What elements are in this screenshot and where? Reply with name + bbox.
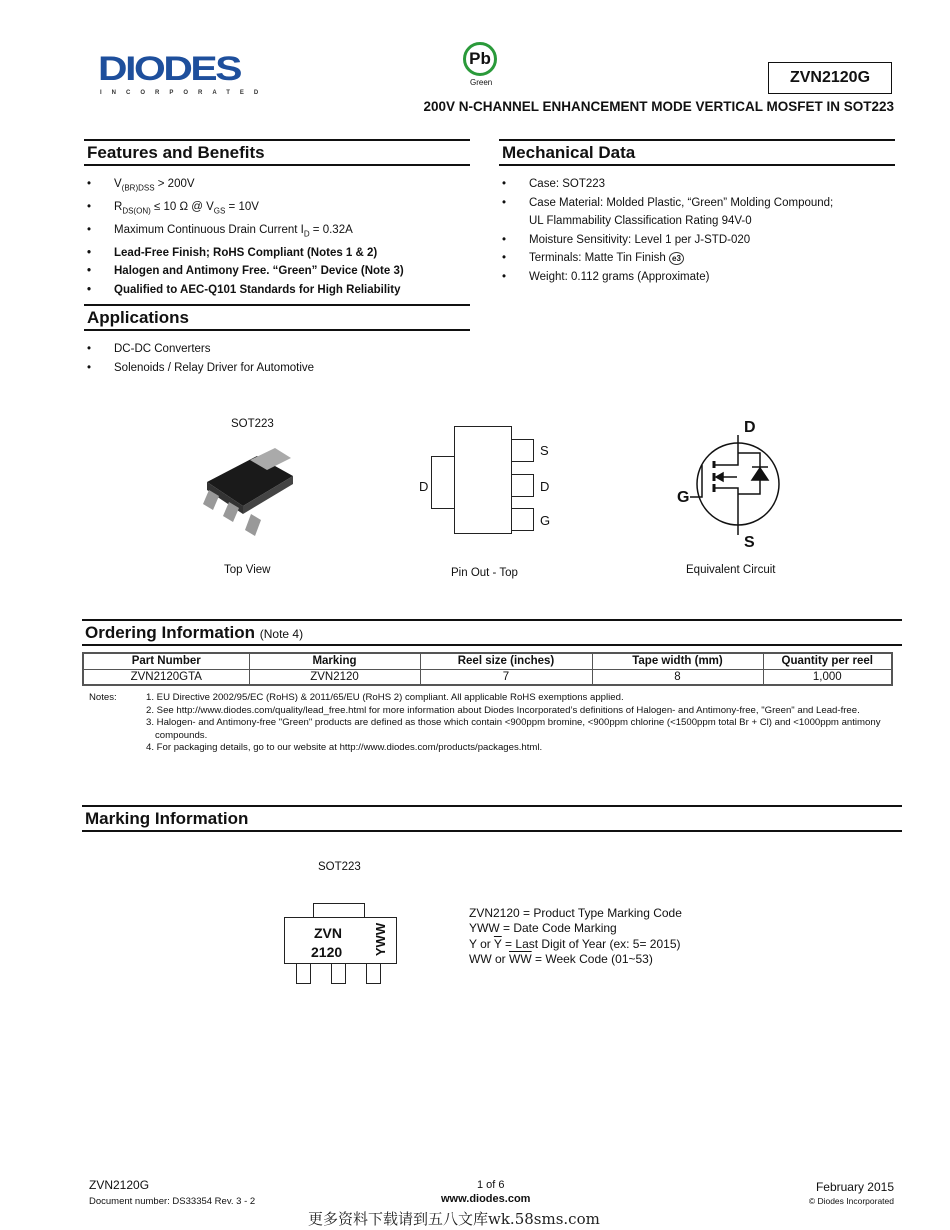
marking-tab: [313, 903, 365, 918]
legend-line: ZVN2120 = Product Type Marking Code: [469, 906, 682, 920]
table-cell: 8: [592, 669, 763, 685]
package-image: [195, 440, 305, 550]
mosfet-symbol: [690, 435, 790, 535]
green-label: Green: [470, 78, 493, 87]
notes-list: [146, 692, 891, 755]
note: 4. For packaging details, go to our website at http://www.diodes.com/products/packages.html.: [146, 742, 543, 753]
applications-heading: Applications: [84, 304, 470, 331]
table-cell: 1,000: [763, 669, 892, 685]
table-cell: ZVN2120: [249, 669, 420, 685]
features-list: [84, 175, 484, 299]
circuit-label-source: S: [744, 534, 755, 551]
text: Y or: [469, 936, 494, 951]
text: DS(ON): [122, 206, 151, 216]
footer-website[interactable]: www.diodes.com: [441, 1193, 531, 1205]
column-header: Part Number: [83, 653, 249, 669]
list-item: UL Flammability Classification Rating 94V-0: [529, 215, 752, 228]
watermark: 更多资料下载请到五八文库wk.58sms.com: [308, 1210, 600, 1228]
marking-legend: [469, 906, 682, 967]
pinout-caption: Pin Out - Top: [451, 567, 518, 579]
text: Ordering Information: [85, 623, 255, 642]
list-item: • Case: SOT223: [499, 175, 899, 194]
marking-line-1: ZVN: [314, 925, 342, 941]
list-item: • Moisture Sensitivity: Level 1 per J-STD-020: [499, 231, 899, 250]
pinout-pin-1: [511, 439, 534, 462]
table-row: [83, 669, 892, 685]
list-item: • Qualified to AEC-Q101 Standards for High Reliability: [84, 281, 484, 300]
lead-free-icon: Pb: [463, 42, 497, 76]
pinout-body: [454, 426, 512, 534]
legend-line: [469, 937, 682, 952]
marking-pin: [331, 962, 346, 984]
footer-copyright: © Diodes Incorporated: [808, 1196, 894, 1206]
text: $\overline{WW}$: [509, 951, 532, 966]
column-header: Marking: [249, 653, 420, 669]
circuit-caption: Equivalent Circuit: [686, 564, 776, 576]
column-header: Tape width (mm): [592, 653, 763, 669]
text: > 200V: [154, 178, 195, 190]
text: Terminals: Matte Tin Finish: [529, 252, 666, 265]
mechanical-list: [499, 175, 899, 287]
text: = 10V: [225, 200, 259, 213]
marking-line-2: 2120: [311, 944, 343, 960]
pinout-tab: [431, 456, 455, 509]
list-item: • Case Material: Molded Plastic, “Green” Molding Compound;: [499, 194, 899, 213]
mechanical-heading: Mechanical Data: [499, 139, 895, 166]
circuit-label-drain: D: [744, 419, 756, 436]
text: = Last Digit of Year (ex: 5= 2015): [501, 936, 681, 951]
text: WW or: [469, 951, 509, 966]
footer-page: 1 of 6: [477, 1179, 505, 1191]
text: = Week Code (01~53): [531, 951, 653, 966]
list-item: • Solenoids / Relay Driver for Automotive: [84, 359, 484, 378]
ordering-heading: [82, 619, 902, 646]
e3-icon: e3: [669, 252, 684, 265]
circuit-label-gate: G: [677, 489, 690, 506]
text: D: [303, 229, 310, 239]
pinout-pin-2: [511, 474, 534, 497]
list-item: [499, 249, 899, 268]
text: Maximum Continuous Drain Current I: [114, 223, 304, 236]
text: V: [114, 178, 122, 190]
ordering-table: [82, 652, 893, 686]
table-cell: 7: [420, 669, 592, 685]
table-header-row: [83, 653, 892, 669]
document-subtitle: 200V N-CHANNEL ENHANCEMENT MODE VERTICAL MOSFET IN SOT223: [423, 99, 894, 114]
legend-line: YWW = Date Code Marking: [469, 921, 617, 936]
note: 3. Halogen- and Antimony-free "Green" products are defined as those which contain <900ppm bromine, <900ppm chlorine (<1500ppm total Br + Cl) and <1000ppm antimony compounds.: [146, 717, 881, 741]
marking-heading: Marking Information: [82, 805, 902, 832]
text: (BR)DSS: [121, 183, 155, 193]
package-label: SOT223: [231, 418, 274, 430]
features-heading: Features and Benefits: [84, 139, 470, 166]
footer-part: ZVN2120G: [89, 1178, 150, 1192]
pin-label-3: G: [540, 513, 551, 528]
logo-subtitle: INCORPORATED: [100, 90, 269, 96]
marking-pin: [366, 962, 381, 984]
pinout-pin-3: [511, 508, 534, 531]
note: 2. See http://www.diodes.com/quality/lead_free.html for more information about Diodes Incorporated’s definitions of Halogen- and Antimony-free, "Green" and Lead-free.: [146, 704, 860, 716]
text: GS: [213, 206, 226, 216]
list-item: • Halogen and Antimony Free. “Green” Device (Note 3): [84, 262, 484, 281]
text: (Note 4): [259, 627, 304, 641]
marking-date-code: YWW: [373, 922, 389, 957]
marking-pin: [296, 962, 311, 984]
diodes-logo: DIODES: [98, 50, 241, 88]
text: R: [114, 200, 123, 213]
list-item: [84, 221, 484, 244]
notes-label: Notes:: [89, 692, 117, 703]
list-item: • DC-DC Converters: [84, 340, 484, 359]
marking-package-label: SOT223: [318, 861, 361, 873]
pin-label-1: S: [540, 443, 549, 458]
footer-date: February 2015: [815, 1180, 894, 1194]
pin-label-tab: D: [419, 479, 429, 494]
text: $\overline{Y}$: [493, 936, 502, 951]
pin-label-2: D: [540, 479, 550, 494]
list-item: [84, 175, 484, 198]
list-item: • Weight: 0.112 grams (Approximate): [499, 268, 899, 287]
text: ≤ 10 Ω @ V: [150, 200, 214, 213]
text: = 0.32A: [309, 223, 353, 236]
top-view-caption: Top View: [224, 564, 271, 576]
note: 1. EU Directive 2002/95/EC (RoHS) & 2011/65/EU (RoHS 2) compliant. All applicable RoHS exemptions applied.: [146, 692, 624, 703]
part-number-box: ZVN2120G: [768, 62, 892, 94]
footer-doc-number: Document number: DS33354 Rev. 3 - 2: [89, 1196, 256, 1207]
applications-list: [84, 340, 484, 377]
legend-line: [469, 952, 682, 967]
list-item: • Lead-Free Finish; RoHS Compliant (Notes 1 & 2): [84, 244, 484, 263]
column-header: Reel size (inches): [420, 653, 592, 669]
table-cell: ZVN2120GTA: [83, 669, 249, 685]
column-header: Quantity per reel: [763, 653, 892, 669]
list-item: [84, 198, 484, 221]
